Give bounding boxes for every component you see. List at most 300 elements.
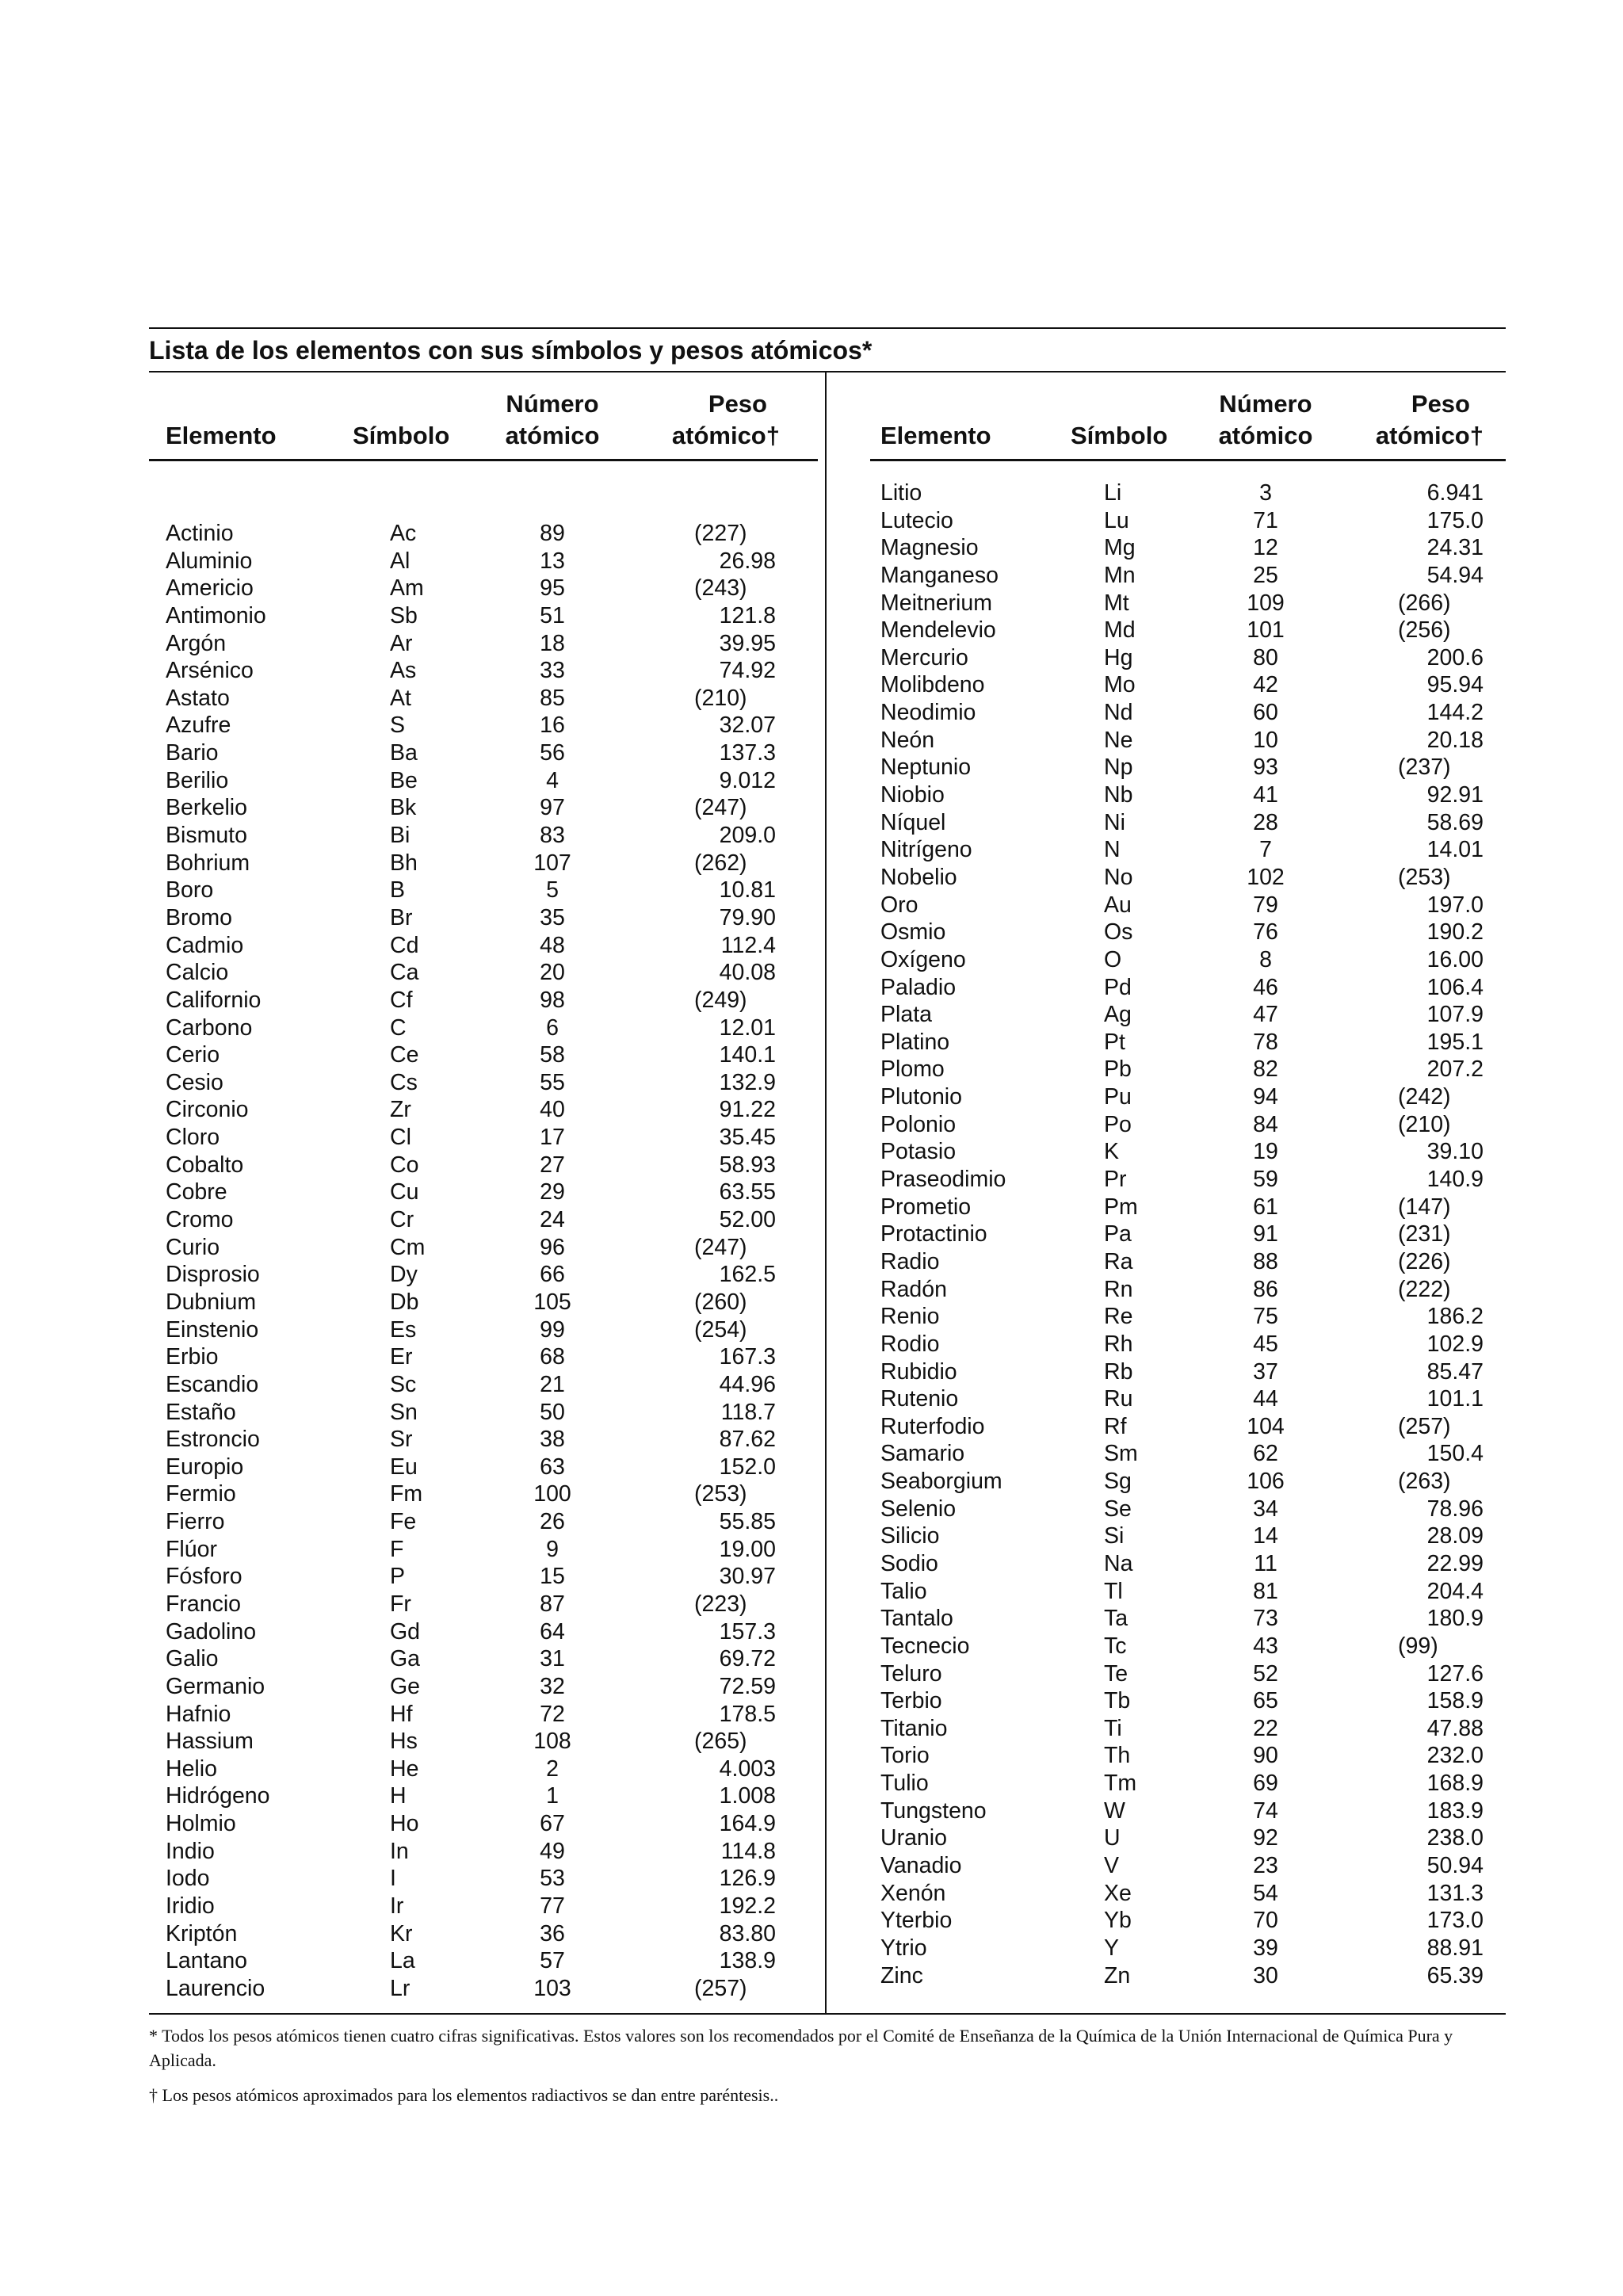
element-symbol: Cd <box>390 932 419 958</box>
column-divider <box>825 372 827 2013</box>
atomic-weight: 195.1 <box>1426 1029 1484 1055</box>
element-symbol: At <box>390 685 411 711</box>
element-symbol: Cl <box>390 1125 411 1151</box>
element-symbol: He <box>390 1755 419 1782</box>
header-element-right: Elemento <box>880 422 991 449</box>
element-row <box>166 1782 792 1810</box>
atomic-weight: 14.01 <box>1426 837 1484 863</box>
element-name: Lutecio <box>880 507 953 533</box>
atomic-number: 27 <box>540 1152 565 1178</box>
element-row <box>880 590 1491 617</box>
atomic-weight: (223) <box>694 1591 747 1617</box>
element-name: Magnesio <box>880 535 979 561</box>
element-symbol: Ne <box>1104 727 1133 753</box>
element-name: Oro <box>880 892 918 918</box>
atomic-number: 74 <box>1253 1797 1278 1824</box>
element-row <box>880 1276 1491 1304</box>
atomic-number: 39 <box>1253 1935 1278 1961</box>
element-name: Praseodimio <box>880 1167 1006 1193</box>
element-name: Plata <box>880 1002 932 1028</box>
element-symbol: Ti <box>1104 1715 1122 1741</box>
element-name: Mercurio <box>880 644 968 670</box>
element-symbol: Pa <box>1104 1221 1132 1247</box>
atomic-number: 100 <box>533 1481 571 1507</box>
atomic-number: 35 <box>540 904 565 930</box>
atomic-number: 24 <box>540 1207 565 1233</box>
atomic-number: 26 <box>540 1509 565 1535</box>
element-row <box>880 1056 1491 1083</box>
element-name: Fermio <box>166 1481 236 1507</box>
atomic-number: 68 <box>540 1344 565 1370</box>
atomic-number: 61 <box>1253 1194 1278 1220</box>
element-row <box>880 892 1491 919</box>
atomic-number: 11 <box>1254 1550 1277 1576</box>
atomic-weight: 152.0 <box>719 1454 776 1480</box>
element-symbol: U <box>1104 1825 1121 1851</box>
header-symbol-right: Símbolo <box>1071 422 1168 449</box>
element-name: Rubidio <box>880 1358 957 1385</box>
element-symbol: Pb <box>1104 1056 1132 1083</box>
element-name: Berilio <box>166 767 229 793</box>
atomic-weight: 26.98 <box>719 548 776 574</box>
atomic-weight: 40.08 <box>719 960 776 986</box>
element-name: Indio <box>166 1838 215 1864</box>
element-row <box>166 767 792 795</box>
atomic-number: 101 <box>1247 617 1285 644</box>
atomic-weight: 58.69 <box>1426 809 1484 835</box>
atomic-weight: (253) <box>694 1481 747 1507</box>
element-symbol: Be <box>390 767 418 793</box>
atomic-weight: 197.0 <box>1426 892 1484 918</box>
atomic-number: 88 <box>1253 1248 1278 1274</box>
atomic-weight: (257) <box>1398 1413 1451 1439</box>
atomic-weight: 88.91 <box>1426 1935 1484 1961</box>
atomic-weight: 39.95 <box>719 630 776 656</box>
element-row <box>880 1935 1491 1962</box>
element-symbol: Dy <box>390 1262 418 1288</box>
element-row <box>880 1797 1491 1825</box>
header-weight-left-line2: atómico† <box>671 422 780 449</box>
atomic-weight: (147) <box>1398 1194 1451 1220</box>
atomic-number: 65 <box>1253 1688 1278 1714</box>
element-name: Kriptón <box>166 1920 238 1946</box>
atomic-weight: 207.2 <box>1426 1056 1484 1083</box>
element-symbol: H <box>390 1783 407 1809</box>
atomic-weight: 55.85 <box>719 1509 776 1535</box>
element-name: Tantalo <box>880 1606 953 1632</box>
atomic-weight: (265) <box>694 1729 747 1755</box>
element-symbol: Ta <box>1104 1606 1128 1632</box>
header-symbol-left: Símbolo <box>353 422 450 449</box>
atomic-number: 90 <box>1253 1743 1278 1769</box>
element-symbol: Ga <box>390 1646 421 1672</box>
element-symbol: Lu <box>1104 507 1129 533</box>
atomic-number: 71 <box>1253 507 1278 533</box>
atomic-number: 16 <box>540 712 565 739</box>
atomic-number: 22 <box>1253 1715 1278 1741</box>
atomic-weight: 1.008 <box>719 1783 776 1809</box>
element-name: Tecnecio <box>880 1633 970 1659</box>
atomic-weight: (254) <box>694 1316 747 1343</box>
atomic-number: 9 <box>546 1536 559 1562</box>
element-symbol: Ba <box>390 740 418 766</box>
element-row <box>880 1248 1491 1276</box>
atomic-weight: 190.2 <box>1426 919 1484 946</box>
element-name: Rodio <box>880 1331 940 1357</box>
header-weight-right-line2: atómico† <box>1375 422 1484 449</box>
atomic-number: 28 <box>1253 809 1278 835</box>
element-row <box>166 1536 792 1564</box>
atomic-weight: 102.9 <box>1426 1331 1484 1357</box>
element-symbol: Fm <box>390 1481 423 1507</box>
element-symbol: C <box>390 1014 407 1041</box>
element-symbol: B <box>390 877 406 904</box>
atomic-weight: 28.09 <box>1426 1523 1484 1549</box>
element-symbol: Ca <box>390 960 419 986</box>
atomic-number: 31 <box>540 1646 565 1672</box>
atomic-number: 21 <box>540 1371 565 1397</box>
element-name: Cromo <box>166 1207 234 1233</box>
atomic-weight: 22.99 <box>1426 1550 1484 1576</box>
atomic-weight: 58.93 <box>719 1152 776 1178</box>
element-symbol: Pr <box>1104 1167 1127 1193</box>
element-symbol: Pt <box>1104 1029 1125 1055</box>
atomic-number: 25 <box>1253 562 1278 588</box>
element-symbol: Ag <box>1104 1002 1132 1028</box>
element-name: Nobelio <box>880 864 957 890</box>
atomic-weight: 92.91 <box>1426 782 1484 808</box>
element-name: Circonio <box>166 1097 249 1123</box>
atomic-number: 13 <box>540 548 565 574</box>
element-name: Bario <box>166 740 219 766</box>
atomic-number: 53 <box>540 1866 565 1892</box>
element-name: Francio <box>166 1591 242 1617</box>
element-name: Einstenio <box>166 1316 259 1343</box>
atomic-number: 103 <box>533 1975 571 2001</box>
element-name: Xenón <box>880 1880 946 1906</box>
atomic-number: 33 <box>540 658 565 684</box>
element-name: Platino <box>880 1029 950 1055</box>
element-name: Sodio <box>880 1550 938 1576</box>
element-row <box>166 739 792 767</box>
element-row <box>166 1563 792 1591</box>
element-symbol: Sm <box>1104 1441 1138 1467</box>
element-symbol: Ac <box>390 521 417 546</box>
atomic-number: 63 <box>540 1454 565 1480</box>
element-row <box>166 794 792 822</box>
atomic-number: 8 <box>1259 946 1272 972</box>
element-name: Curio <box>166 1234 220 1260</box>
element-row <box>166 1179 792 1206</box>
atomic-number: 42 <box>1253 672 1278 698</box>
element-name: Cesio <box>166 1069 223 1095</box>
element-symbol: Nd <box>1104 700 1133 726</box>
element-name: Hidrógeno <box>166 1783 270 1809</box>
element-name: Titanio <box>880 1715 948 1741</box>
atomic-weight: 91.22 <box>719 1097 776 1123</box>
element-symbol: F <box>390 1536 404 1562</box>
atomic-number: 60 <box>1253 700 1278 726</box>
atomic-weight: 72.59 <box>719 1673 776 1699</box>
atomic-number: 109 <box>1247 590 1285 616</box>
element-row <box>880 562 1491 590</box>
element-name: Bismuto <box>166 823 247 849</box>
element-symbol: Ni <box>1104 809 1125 835</box>
element-row <box>166 1343 792 1371</box>
element-row <box>880 534 1491 562</box>
atomic-weight: (237) <box>1398 755 1451 781</box>
element-row <box>880 1496 1491 1523</box>
header-rule-left <box>149 459 818 461</box>
header-rule-right <box>870 459 1506 461</box>
element-row <box>880 1358 1491 1386</box>
atomic-weight: 112.4 <box>720 932 776 958</box>
element-row <box>166 520 792 548</box>
element-row <box>880 1413 1491 1441</box>
element-row <box>880 1660 1491 1688</box>
atomic-number: 57 <box>540 1948 565 1974</box>
atomic-weight: 131.3 <box>1426 1880 1484 1906</box>
atomic-number: 78 <box>1253 1029 1278 1055</box>
atomic-number: 3 <box>1259 480 1272 506</box>
element-row <box>166 712 792 739</box>
element-symbol: S <box>390 712 406 739</box>
element-name: Aluminio <box>166 548 253 574</box>
element-row <box>166 685 792 712</box>
element-symbol: Li <box>1104 480 1122 506</box>
element-row <box>880 1001 1491 1029</box>
atomic-weight: (243) <box>694 575 747 602</box>
element-name: Escandio <box>166 1371 259 1397</box>
element-symbol: Hg <box>1104 644 1133 670</box>
element-name: Calcio <box>166 960 229 986</box>
element-row <box>880 1303 1491 1331</box>
element-symbol: La <box>390 1948 415 1974</box>
atomic-number: 82 <box>1253 1056 1278 1083</box>
atomic-number: 20 <box>540 960 565 986</box>
atomic-number: 6 <box>546 1014 559 1041</box>
atomic-weight: 137.3 <box>719 740 776 766</box>
element-row <box>166 959 792 987</box>
element-row <box>880 1687 1491 1715</box>
atomic-weight: 44.96 <box>719 1371 776 1397</box>
element-row <box>880 1194 1491 1221</box>
element-row <box>166 1371 792 1399</box>
element-row <box>880 836 1491 864</box>
atomic-weight: 183.9 <box>1426 1797 1484 1824</box>
element-symbol: Zn <box>1104 1962 1131 1988</box>
element-row <box>166 1069 792 1097</box>
element-row <box>880 727 1491 755</box>
element-row <box>166 1810 792 1838</box>
element-row <box>166 548 792 575</box>
element-row <box>166 657 792 685</box>
element-name: Laurencio <box>166 1975 265 2001</box>
element-row <box>166 1454 792 1481</box>
atomic-number: 19 <box>1253 1139 1278 1165</box>
element-symbol: Mt <box>1104 590 1129 616</box>
atomic-number: 77 <box>540 1893 565 1920</box>
atomic-weight: 95.94 <box>1426 672 1484 698</box>
element-name: Manganeso <box>880 562 999 588</box>
element-symbol: Re <box>1104 1304 1133 1330</box>
element-name: Neptunio <box>880 755 972 781</box>
atomic-number: 18 <box>540 630 565 656</box>
element-symbol: Db <box>390 1289 419 1315</box>
atomic-weight: (210) <box>694 685 747 711</box>
atomic-weight: (247) <box>694 1234 747 1260</box>
element-name: Neodimio <box>880 700 976 726</box>
element-symbol: Mn <box>1104 562 1136 588</box>
atomic-number: 108 <box>533 1729 571 1755</box>
atomic-weight: 175.0 <box>1426 507 1484 533</box>
atomic-weight: 192.2 <box>719 1893 776 1920</box>
atomic-weight: 204.4 <box>1426 1578 1484 1604</box>
atomic-number: 17 <box>540 1125 565 1151</box>
element-symbol: Er <box>390 1344 413 1370</box>
atomic-weight: 63.55 <box>719 1179 776 1205</box>
atomic-weight: 20.18 <box>1426 727 1484 753</box>
element-row <box>880 1605 1491 1633</box>
element-row <box>166 1701 792 1729</box>
atomic-weight: 65.39 <box>1426 1962 1484 1988</box>
element-symbol: N <box>1104 837 1121 863</box>
element-row <box>880 1522 1491 1550</box>
atomic-weight: 144.2 <box>1426 700 1484 726</box>
element-row <box>880 754 1491 781</box>
element-symbol: Gd <box>390 1618 421 1645</box>
element-name: Uranio <box>880 1825 947 1851</box>
element-name: Silicio <box>880 1523 940 1549</box>
element-symbol: Fe <box>390 1509 417 1535</box>
element-name: Niobio <box>880 782 945 808</box>
atomic-weight: 9.012 <box>719 767 776 793</box>
atomic-number: 97 <box>540 795 565 821</box>
header-number-left-line1: Número <box>506 390 599 418</box>
element-name: Cobalto <box>166 1152 244 1178</box>
element-name: Germanio <box>166 1673 265 1699</box>
atomic-weight: 162.5 <box>719 1262 776 1288</box>
element-row <box>880 1824 1491 1852</box>
element-symbol: Mo <box>1104 672 1136 698</box>
element-name: Ruterfodio <box>880 1413 985 1439</box>
element-row <box>880 1907 1491 1935</box>
atomic-weight: 106.4 <box>1426 974 1484 1000</box>
atomic-weight: 12.01 <box>719 1014 776 1041</box>
element-symbol: Cu <box>390 1179 419 1205</box>
element-row <box>166 1673 792 1701</box>
atomic-weight: 173.0 <box>1426 1908 1484 1934</box>
atomic-weight: (253) <box>1398 864 1451 890</box>
element-symbol: Rb <box>1104 1358 1133 1385</box>
element-row <box>166 1975 792 2003</box>
element-name: Azufre <box>166 712 231 739</box>
element-name: Tungsteno <box>880 1797 987 1824</box>
atomic-number: 98 <box>540 987 565 1013</box>
atomic-weight: 87.62 <box>719 1427 776 1453</box>
atomic-weight: (242) <box>1398 1084 1451 1110</box>
element-symbol: Au <box>1104 892 1132 918</box>
atomic-weight: 52.00 <box>719 1207 776 1233</box>
element-row <box>166 987 792 1014</box>
element-name: Helio <box>166 1755 217 1782</box>
element-symbol: Ra <box>1104 1248 1133 1274</box>
atomic-weight: 78.96 <box>1426 1496 1484 1522</box>
atomic-weight: 32.07 <box>719 712 776 739</box>
atomic-number: 47 <box>1253 1002 1278 1028</box>
element-name: Hafnio <box>166 1701 231 1727</box>
atomic-number: 69 <box>1253 1771 1278 1797</box>
atomic-weight: 232.0 <box>1426 1743 1484 1769</box>
element-row <box>166 1508 792 1536</box>
atomic-number: 64 <box>540 1618 565 1645</box>
element-symbol: Xe <box>1104 1880 1132 1906</box>
atomic-weight: 4.003 <box>719 1755 776 1782</box>
header-number-right-line1: Número <box>1219 390 1312 418</box>
element-symbol: Te <box>1104 1660 1128 1687</box>
element-name: Cloro <box>166 1125 220 1151</box>
element-row <box>166 1014 792 1042</box>
element-name: Potasio <box>880 1139 957 1165</box>
element-row <box>880 1742 1491 1770</box>
element-name: Cerio <box>166 1042 220 1068</box>
atomic-number: 51 <box>540 602 565 628</box>
atomic-weight: 138.9 <box>719 1948 776 1974</box>
footnote-radioactive: † Los pesos atómicos aproximados para los elementos radiactivos se dan entre paréntesis.. <box>149 2085 779 2105</box>
element-row <box>880 809 1491 837</box>
atomic-weight: 16.00 <box>1426 946 1484 972</box>
element-name: Astato <box>166 685 230 711</box>
element-row <box>166 630 792 658</box>
atomic-number: 96 <box>540 1234 565 1260</box>
element-symbol: Pd <box>1104 974 1132 1000</box>
atomic-number: 93 <box>1253 755 1278 781</box>
atomic-weight: 126.9 <box>719 1866 776 1892</box>
atomic-number: 85 <box>540 685 565 711</box>
element-row <box>166 1206 792 1234</box>
element-row <box>880 1083 1491 1111</box>
element-row <box>880 1770 1491 1797</box>
element-row <box>880 919 1491 946</box>
header-weight-right-line1: Peso <box>1411 390 1470 418</box>
element-name: Plomo <box>880 1056 945 1083</box>
element-symbol: No <box>1104 864 1133 890</box>
element-symbol: Eu <box>390 1454 418 1480</box>
atomic-number: 54 <box>1253 1880 1278 1906</box>
element-row <box>880 1715 1491 1743</box>
element-symbol: Ho <box>390 1811 419 1837</box>
element-name: Protactinio <box>880 1221 987 1247</box>
element-row <box>166 1399 792 1427</box>
element-symbol: Cf <box>390 987 413 1013</box>
element-name: Europio <box>166 1454 244 1480</box>
element-name: Cobre <box>166 1179 227 1205</box>
element-row <box>166 1316 792 1344</box>
element-row <box>880 1166 1491 1194</box>
element-row <box>166 877 792 904</box>
element-name: Gadolino <box>166 1618 257 1645</box>
element-name: Selenio <box>880 1496 957 1522</box>
element-row <box>880 507 1491 535</box>
atomic-number: 48 <box>540 932 565 958</box>
atomic-weight: 158.9 <box>1426 1688 1484 1714</box>
footnotes <box>149 2023 1465 2118</box>
element-symbol: Tl <box>1104 1578 1123 1604</box>
element-name: Fierro <box>166 1509 225 1535</box>
element-symbol: Lr <box>390 1975 411 2001</box>
element-name: Estaño <box>166 1399 236 1425</box>
element-row <box>166 1261 792 1289</box>
